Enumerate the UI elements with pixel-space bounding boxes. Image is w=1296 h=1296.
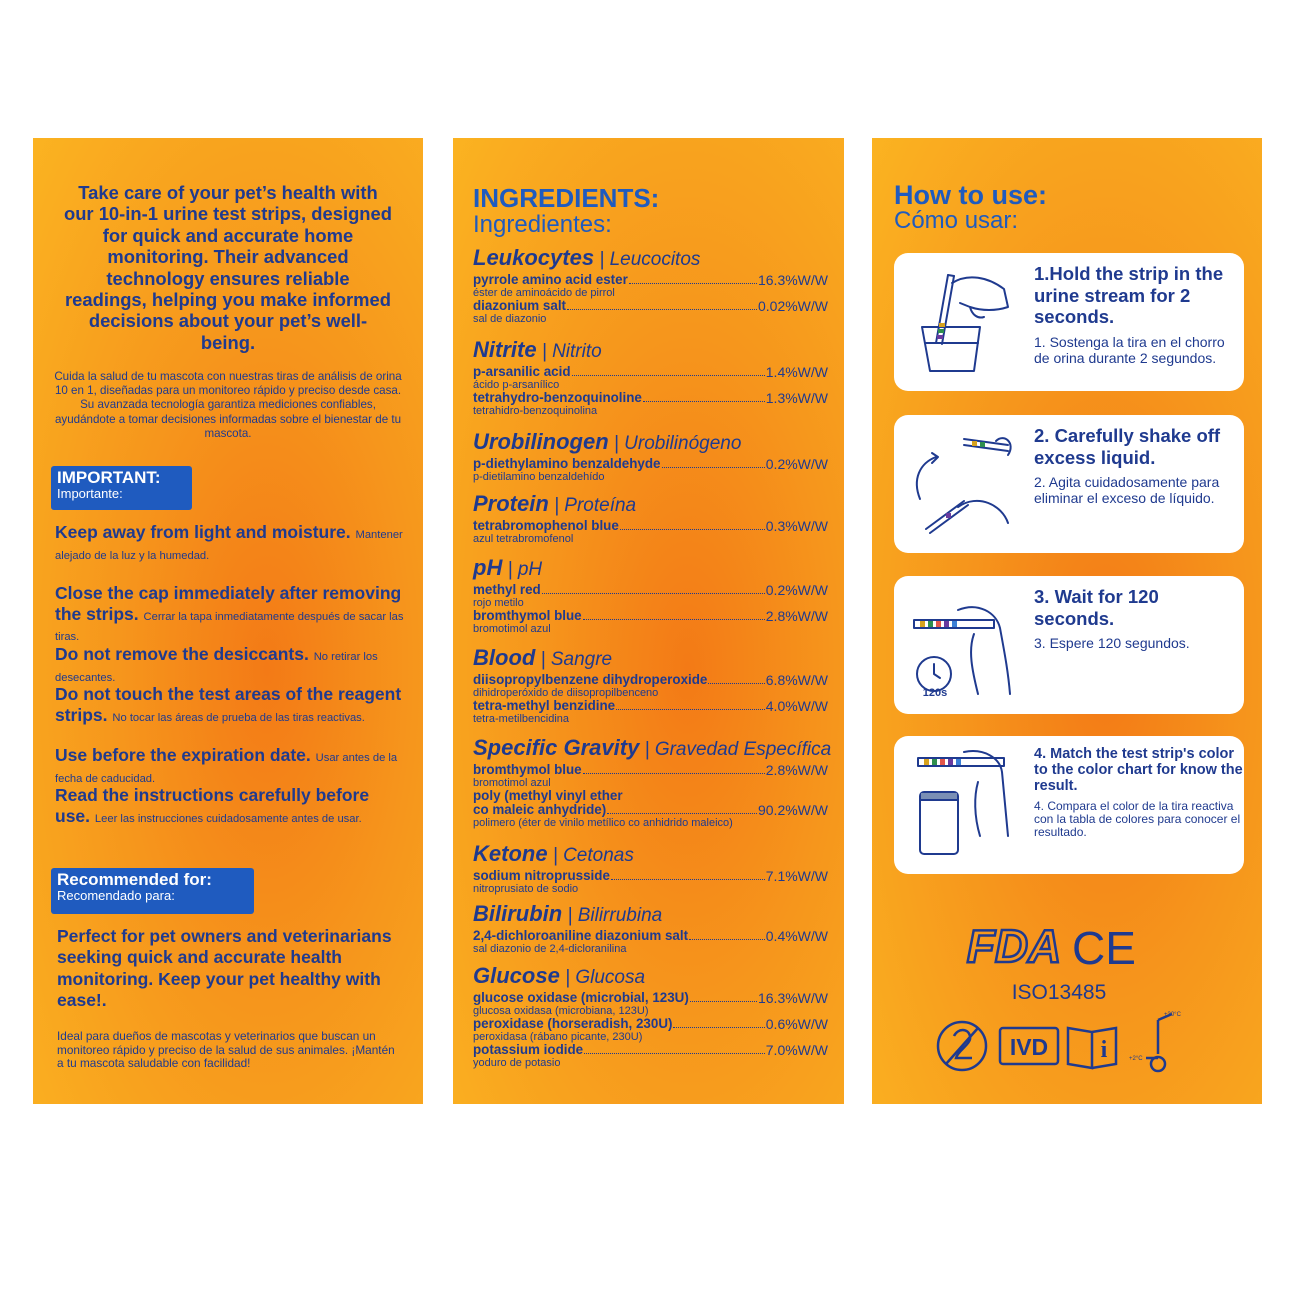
dot-leader <box>583 609 765 620</box>
dot-leader <box>673 1017 764 1028</box>
ingredient-section-title: Blood <box>473 645 536 670</box>
ingredient-row <box>473 299 828 313</box>
step-card-2 <box>894 415 1244 553</box>
ingredients-subtitle: Ingredientes: <box>473 211 612 238</box>
ingredient-section: Protein | Proteína tetrabromophenol blue 0.3%W/W azul tetrabromofenol <box>473 491 828 545</box>
dot-leader <box>584 1043 765 1054</box>
ingredient-name: glucose oxidase (microbial, 123U) <box>473 991 689 1005</box>
ingredient-row <box>473 1017 828 1031</box>
iso-label: ISO13485 <box>1011 981 1107 1004</box>
dot-leader <box>607 803 757 814</box>
ingredient-name: tetra-methyl benzidine <box>473 699 616 713</box>
ingredient-percent: 1.3%W/W <box>765 390 828 406</box>
ingredient-percent: 6.8%W/W <box>765 672 828 688</box>
ingredient-section-title-es: Sangre <box>550 649 613 670</box>
ingredient-row <box>473 519 828 533</box>
ingredient-name: peroxidase (horseradish, 230U) <box>473 1017 673 1031</box>
dot-leader <box>690 991 757 1002</box>
ingredient-section-title-es: Glucosa <box>575 967 646 988</box>
ingredient-section: pH | pH methyl red 0.2%W/W rojo metilo bromthymol blue 2.8%W/W bromotimol azul <box>473 555 828 635</box>
dot-leader <box>643 391 765 402</box>
dot-leader <box>572 365 765 376</box>
dot-leader <box>689 929 765 940</box>
ingredient-row <box>473 391 828 405</box>
ingredient-section-title-es: Urobilinógeno <box>624 433 742 454</box>
dot-leader <box>616 699 765 710</box>
ingredient-name-es: tetra-metilbencidina <box>473 713 569 725</box>
ingredient-row <box>473 929 828 943</box>
ingredient-section: Ketone | Cetonas sodium nitroprusside 7.1%W/W nitroprusiato de sodio <box>473 841 828 895</box>
timer-strip-icon <box>908 590 1018 700</box>
step-2-text: 2. Carefully shake off excess liquid. 2. Agita cuidadosamente para eliminar el exceso de líquido. <box>1034 425 1221 507</box>
step-card-3 <box>894 576 1244 714</box>
certifications-graphic <box>932 918 1182 1088</box>
temp-high-label: +30°C <box>1164 1012 1181 1018</box>
dot-leader <box>620 519 765 530</box>
ingredient-name-es: azul tetrabromofenol <box>473 533 574 545</box>
ingredient-name: sodium nitroprusside <box>473 869 610 883</box>
ingredient-percent: 4.0%W/W <box>765 698 828 714</box>
how-to-use-subtitle: Cómo usar: <box>894 207 1019 234</box>
ingredient-row <box>473 673 828 687</box>
intro-text-es: Cuida la salud de tu mascota con nuestras tiras de análisis de orina 10 en 1, diseñadas para un monitoreo rápido y preciso desde casa. Su avanzada tecnología garantiza mediciones confiables, ayudándote a tomar decisiones informadas sobre el bienestar de tu mascota. <box>54 370 402 440</box>
ingredient-row <box>473 583 828 597</box>
ingredient-name-es: ácido p-arsanílico <box>473 379 560 391</box>
ingredient-section-title: Protein <box>473 491 549 516</box>
ingredient-percent: 0.2%W/W <box>765 456 828 472</box>
ce-mark: CE <box>1072 922 1136 974</box>
ingredient-percent: 2.8%W/W <box>765 608 828 624</box>
ingredient-row <box>473 991 828 1005</box>
ingredient-name: p-diethylamino benzaldehyde <box>473 457 661 471</box>
ingredient-section: Specific Gravity | Gravedad Específica bromthymol blue 2.8%W/W bromotimol azul poly (methyl vinyl ether co maleic anhydride) 90.2%W/W polimero (éter de vinilo metílico co anhidrido maleico) <box>473 735 832 829</box>
ingredient-section-title: Glucose <box>473 963 560 988</box>
ingredient-percent: 0.4%W/W <box>765 928 828 944</box>
ingredient-name: bromthymol blue <box>473 763 582 777</box>
important-subtitle: Importante: <box>57 486 123 501</box>
ivd-label: IVD <box>1009 1034 1049 1060</box>
ingredient-name: bromthymol blue <box>473 609 582 623</box>
ingredient-name-es: glucosa oxidasa (microbiana, 123U) <box>473 1005 649 1017</box>
ingredients-title: INGREDIENTS: <box>473 183 660 213</box>
ingredient-name-es: nitroprusiato de sodio <box>473 883 579 895</box>
ingredient-percent: 7.1%W/W <box>765 868 828 884</box>
ingredient-percent: 0.02%W/W <box>757 298 828 314</box>
how-to-use-title: How to use: <box>894 180 1047 210</box>
recommended-text-es: Ideal para dueños de mascotas y veterinarios que buscan un monitoreo rápido y preciso de la salud de sus animales. ¡Mantén a tu mascota saludable con facilidad! <box>57 1029 395 1071</box>
ingredient-name-es: sal de diazonio <box>473 313 547 325</box>
ingredient-name-es: bromotimol azul <box>473 777 551 789</box>
ingredient-section-title-es: pH <box>517 559 543 580</box>
dot-leader <box>662 457 765 468</box>
ingredient-section-title-es: Nitrito <box>552 341 602 362</box>
ingredient-name-es: rojo metilo <box>473 597 524 609</box>
dot-leader <box>542 583 765 594</box>
step-3-text: 3. Wait for 120 seconds. 3. Espere 120 segundos. <box>1034 586 1190 652</box>
ingredient-percent: 1.4%W/W <box>765 364 828 380</box>
ingredient-section: Glucose | Glucosa glucose oxidase (microbial, 123U) 16.3%W/W glucosa oxidasa (microbiana, 123U) peroxidase (horseradish, 230U) 0.6%W/W peroxidasa (rábano picante, 230U) potassium iodide 7.0%W/W yoduro de potasio <box>473 963 828 1069</box>
ingredient-section-title-es: Cetonas <box>563 845 634 866</box>
svg-text:i: i <box>1100 1037 1108 1063</box>
ingredient-row <box>473 273 828 287</box>
step-card-4 <box>894 736 1244 874</box>
warning-item: Read the instructions carefully before use. Leer las instrucciones cuidadosamente antes de usar. <box>55 785 370 826</box>
instructions-book-icon <box>1068 1028 1092 1068</box>
ingredient-name: tetrabromophenol blue <box>473 519 619 533</box>
step-4-text: 4. Match the test strip's color to the color chart for know the result. 4. Compara el color de la tira reactiva con la tabla de colores para conocer el resultado. <box>1034 746 1243 839</box>
warning-item: Use before the expiration date. Usar antes de la fecha de caducidad. <box>55 745 398 785</box>
ingredient-name: diazonium salt <box>473 299 567 313</box>
ingredient-row <box>473 365 828 379</box>
shake-strip-icon <box>908 429 1018 539</box>
recommended-tag <box>51 868 254 914</box>
ingredient-name-es: tetrahidro-benzoquinolina <box>473 405 598 417</box>
ingredient-percent: 0.3%W/W <box>765 518 828 534</box>
step-card-1 <box>894 253 1244 391</box>
dot-leader <box>611 869 765 880</box>
ingredient-section-title: Leukocytes <box>473 245 595 270</box>
ingredient-row <box>473 1043 828 1057</box>
ingredient-section-title: Nitrite <box>473 337 537 362</box>
ingredient-section: Leukocytes | Leucocitos pyrrole amino acid ester 16.3%W/W éster de aminoácido de pirrol diazonium salt 0.02%W/W sal de diazonio <box>473 245 828 325</box>
ingredient-section-title-es: Gravedad Específica <box>654 739 832 760</box>
dot-leader <box>629 273 757 284</box>
ingredient-section: Nitrite | Nitrito p-arsanilic acid 1.4%W/W ácido p-arsanílico tetrahydro-benzoquinoline 1.3%W/W tetrahidro-benzoquinolina <box>473 337 828 417</box>
ingredient-section-title: Urobilinogen <box>473 429 609 454</box>
ingredient-name: pyrrole amino acid ester <box>473 273 628 287</box>
ingredient-section-title-es: Bilirrubina <box>577 905 663 926</box>
warning-item: Keep away from light and moisture. Mantener alejado de la luz y la humedad. <box>55 522 403 562</box>
ingredient-name: methyl red <box>473 583 541 597</box>
ingredient-percent: 16.3%W/W <box>757 272 828 288</box>
ingredient-name-es: sal diazonio de 2,4-dicloranilina <box>473 943 627 955</box>
ingredient-name: co maleic anhydride) <box>473 803 607 817</box>
ingredient-row <box>473 457 828 471</box>
ingredient-section-title: Ketone <box>473 841 548 866</box>
ingredient-name: diisopropylbenzene dihydroperoxide <box>473 673 708 687</box>
ingredient-name: p-arsanilic acid <box>473 365 571 379</box>
ingredient-name-es: bromotimol azul <box>473 623 551 635</box>
ingredient-name-es: peroxidasa (rábano picante, 230U) <box>473 1031 643 1043</box>
warning-item: Do not remove the desiccants. No retirar los desecantes. <box>55 644 378 684</box>
hand-strip-cup-icon <box>908 267 1018 377</box>
step-1-text: 1.Hold the strip in the urine stream for 2 seconds. 1. Sostenga la tira en el chorro de orina durante 2 segundos. <box>1034 263 1225 366</box>
ingredient-row <box>473 699 828 713</box>
important-title: IMPORTANT: <box>57 468 161 487</box>
recommended-text-en: Perfect for pet owners and veterinarians seeking quick and accurate health monitoring. Keep your pet healthy with ease!. <box>57 926 392 1011</box>
dot-leader <box>583 763 765 774</box>
ingredient-row <box>473 803 828 817</box>
ingredient-name-es: dihidroperóxido de diisopropilbenceno <box>473 687 659 699</box>
warning-item: Do not touch the test areas of the reagent strips. No tocar las áreas de prueba de las tiras reactivas. <box>55 684 402 725</box>
ingredient-section-title: Bilirubin <box>473 901 563 926</box>
ingredient-name: tetrahydro-benzoquinoline <box>473 391 642 405</box>
ingredient-section-title: pH <box>473 555 503 580</box>
warning-item: Close the cap immediately after removing the strips. Cerrar la tapa inmediatamente después de sacar las tiras. <box>55 583 404 644</box>
ingredients-panel <box>453 138 844 1104</box>
ingredient-percent: 0.6%W/W <box>765 1016 828 1032</box>
ingredient-name: 2,4-dichloroaniline diazonium salt <box>473 929 689 943</box>
dot-leader <box>708 673 764 684</box>
ingredient-name-line: poly (methyl vinyl ether <box>473 788 623 803</box>
ingredient-name: potassium iodide <box>473 1043 584 1057</box>
ingredient-percent: 7.0%W/W <box>765 1042 828 1058</box>
dot-leader <box>567 299 757 310</box>
info-panel <box>33 138 423 1104</box>
certification-logos <box>872 918 1262 1088</box>
ingredient-section: Blood | Sangre diisopropylbenzene dihydroperoxide 6.8%W/W dihidroperóxido de diisopropilbenceno tetra-methyl benzidine 4.0%W/W tetra-metilbencidina <box>473 645 828 725</box>
ingredient-section-title: Specific Gravity <box>473 735 640 760</box>
ingredient-percent: 90.2%W/W <box>757 802 828 818</box>
ingredient-row <box>473 609 828 623</box>
ingredient-section: Bilirubin | Bilirrubina 2,4-dichloroaniline diazonium salt 0.4%W/W sal diazonio de 2,4-dicloranilina <box>473 901 828 955</box>
compare-strip-bottle-icon <box>908 750 1018 860</box>
important-tag <box>51 466 192 510</box>
ingredient-name-es: p-dietilamino benzaldehído <box>473 471 605 483</box>
recommended-subtitle: Recomendado para: <box>57 888 175 903</box>
ingredient-name-es: polimero (éter de vinilo metílico co anhidrido maleico) <box>473 817 733 829</box>
temp-low-label: +2°C <box>1129 1056 1143 1062</box>
ingredient-row <box>473 763 828 777</box>
how-to-use-panel <box>872 138 1262 1104</box>
intro-text-en: Take care of your pet’s health with our 10-in-1 urine test strips, designed for quick and accurate home monitoring. Their advanced technology ensures reliable readings, helping you make informed decisions about your pet’s well-being. <box>63 182 393 353</box>
recommended-title: Recommended for: <box>57 870 212 889</box>
ingredient-name-es: yoduro de potasio <box>473 1057 561 1069</box>
ingredient-section-title-es: Proteína <box>564 495 637 516</box>
ingredient-percent: 0.2%W/W <box>765 582 828 598</box>
ingredient-percent: 16.3%W/W <box>757 990 828 1006</box>
ingredient-percent: 2.8%W/W <box>765 762 828 778</box>
ingredient-row <box>473 869 828 883</box>
ingredient-section: Urobilinogen | Urobilinógeno p-diethylamino benzaldehyde 0.2%W/W p-dietilamino benzaldehído <box>473 429 828 483</box>
fda-logo: FDA <box>966 920 1062 972</box>
ingredient-section-title-es: Leucocitos <box>609 249 701 270</box>
ingredient-name-es: éster de aminoácido de pirrol <box>473 287 615 299</box>
timer-label: 120s <box>922 687 948 699</box>
